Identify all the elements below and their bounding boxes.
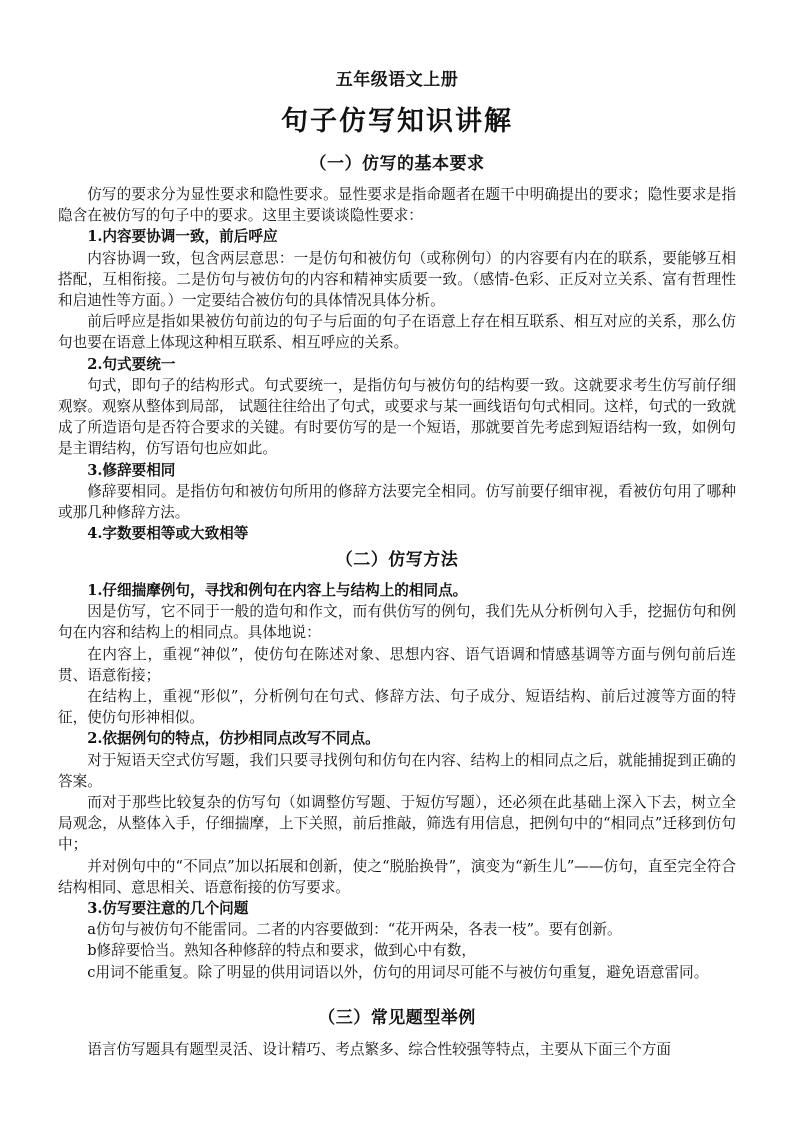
section-1-heading: （一）仿写的基本要求 [309, 154, 485, 174]
paragraph: 修辞要相同。是指仿句和被仿句所用的修辞方法要完全相同。仿写前要仔细审视，看被仿句用了哪种或那几种修辞方法。 [58, 482, 736, 522]
section-2-heading: （二）仿写方法 [335, 550, 459, 570]
paragraph: 前后呼应是指如果被仿句前边的句子与后面的句子在语意上存在相互联系、相互对应的关系，那么仿句也要在语意上体现这种相互联系、相互呼应的关系。 [58, 313, 736, 352]
paragraph: b修辞要恰当。熟知各种修辞的特点和要求，做到心中有数， [87, 942, 476, 960]
section-1-body [58, 184, 736, 544]
grade-label: 五年级语文上册 [335, 70, 459, 90]
paragraph: 内容协调一致，包含两层意思：一是仿句和被仿句（或称例句）的内容要有内在的联系，要能够互相搭配，互相衔接。二是仿句与被仿句的内容和精神实质要一致。（感情-色彩、正反对立关系、富有哲理性和启迪性等方面。）一定要结合被仿句的具体情况具体分析。 [58, 249, 736, 310]
page-title: 句子仿写知识讲解 [281, 106, 513, 137]
paragraph: 并对例句中的“不同点”加以拓展和创新，使之“脱胎换骨”，演变为“新生儿”——仿句，直至完全符合结构相同、意思相关、语意衔接的仿写要求。 [58, 857, 736, 896]
subheading: 3.仿写要注意的几个问题 [87, 900, 249, 918]
paragraph: 而对于那些比较复杂的仿写句（如调整仿写题、于短仿写题），还必须在此基础上深入下去，树立全局观念，从整体入手，仔细揣摩，上下关照，前后推敲，筛选有用信息，把例句中的“相同点”迁移到仿句中； [58, 794, 736, 854]
paragraph: 在结构上，重视“形似”，分析例句在句式、修辞方法、句子成分、短语结构、前后过渡等方面的特征，使仿句形神相似。 [58, 688, 736, 727]
section-3-body [58, 1039, 736, 1060]
paragraph: 句式，即句子的结构形式。句式要统一，是指仿句与被仿句的结构要一致。这就要求考生仿写前仔细观察。观察从整体到局部， 试题往往给出了句式，或要求与某一画线语句句式相同。这样，句式的一致就成了所造语句是否符合要求的关键。有时要仿写的是一个短语，那就要首先考虑到短语结构一致，如例句是主谓结构，仿写语句也应如此。 [58, 376, 736, 458]
subheading: 2.依据例句的特点，仿抄相同点改写不同点。 [87, 730, 380, 748]
subheading: 2.句式要统一 [87, 355, 176, 373]
subheading: 3.修辞要相同 [87, 461, 176, 479]
section-3-heading: （三）常见题型举例 [318, 1008, 476, 1028]
paragraph: c用词不能重复。除了明显的供用词语以外，仿句的用词尽可能不与被仿句重复，避免语意雷同。 [87, 963, 709, 981]
subheading: 4.字数要相等或大致相等 [87, 525, 249, 543]
paragraph: a仿句与被仿句不能雷同。二者的内容要做到：“花开两朵，各表一枝”。要有创新。 [87, 921, 622, 939]
subheading: 1.仔细揣摩例句，寻找和例句在内容上与结构上的相同点。 [87, 582, 468, 599]
subheading: 1.内容要协调一致，前后呼应 [87, 228, 278, 246]
paragraph: 因是仿写，它不同于一般的造句和作文，而有供仿写的例句，我们先从分析例句入手，挖掘仿句和例句在内容和结构上的相同点。具体地说： [58, 603, 736, 642]
section-2-body [58, 580, 736, 983]
paragraph: 在内容上，重视“神似”，使仿句在陈述对象、思想内容、语气语调和情感基调等方面与例句前后连贯、语意衔接； [58, 645, 736, 684]
paragraph: 语言仿写题具有题型灵活、设计精巧、考点繁多、综合性较强等特点，主要从下面三个方面 [87, 1041, 671, 1058]
paragraph: 仿写的要求分为显性要求和隐性要求。显性要求是指命题者在题干中明确提出的要求；隐性要求是指隐含在被仿写的句子中的要求。这里主要谈谈隐性要求： [58, 186, 736, 225]
paragraph: 对于短语天空式仿写题，我们只要寻找例句和仿句在内容、结构上的相同点之后，就能捕捉到正确的答案。 [58, 751, 736, 790]
